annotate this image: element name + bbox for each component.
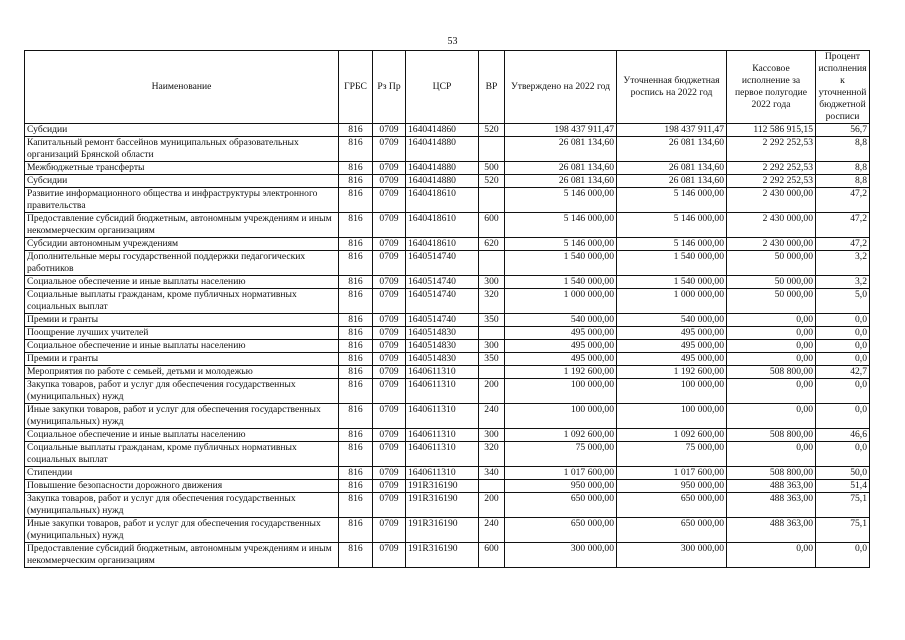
cell-name: Закупка товаров, работ и услуг для обеспечения государственных (муниципальных) нужд xyxy=(25,493,339,518)
cell-rzpr: 0709 xyxy=(373,276,406,289)
table-row xyxy=(25,379,870,404)
cell-rzpr: 0709 xyxy=(373,289,406,314)
cell-rzpr: 0709 xyxy=(373,379,406,404)
cell-grbs: 816 xyxy=(339,404,373,429)
header-refined: Уточненная бюджетная роспись на 2022 год xyxy=(617,51,727,124)
cell-name: Стипендии xyxy=(25,467,339,480)
cell-csr: 1640514740 xyxy=(406,276,479,289)
cell-name: Капитальный ремонт бассейнов муниципальных образовательных организаций Брянской области xyxy=(25,137,339,162)
cell-rzpr: 0709 xyxy=(373,124,406,137)
cell-name: Социальное обеспечение и иные выплаты населению xyxy=(25,340,339,353)
table-header-row xyxy=(25,51,870,124)
cell-rzpr: 0709 xyxy=(373,480,406,493)
cell-vr: 200 xyxy=(479,493,505,518)
cell-cash: 50 000,00 xyxy=(727,276,816,289)
cell-percent: 46,6 xyxy=(816,429,870,442)
cell-rzpr: 0709 xyxy=(373,137,406,162)
cell-csr: 1640611310 xyxy=(406,379,479,404)
cell-percent: 8,8 xyxy=(816,175,870,188)
cell-rzpr: 0709 xyxy=(373,251,406,276)
cell-rzpr: 0709 xyxy=(373,327,406,340)
cell-refined: 198 437 911,47 xyxy=(617,124,727,137)
cell-percent: 75,1 xyxy=(816,518,870,543)
cell-vr xyxy=(479,188,505,213)
cell-percent: 47,2 xyxy=(816,213,870,238)
cell-vr xyxy=(479,251,505,276)
cell-percent: 0,0 xyxy=(816,314,870,327)
cell-vr: 320 xyxy=(479,289,505,314)
table-row xyxy=(25,124,870,137)
cell-rzpr: 0709 xyxy=(373,188,406,213)
cell-name: Предоставление субсидий бюджетным, автономным учреждениям и иным некоммерческим организациям xyxy=(25,543,339,568)
cell-percent: 3,2 xyxy=(816,251,870,276)
cell-name: Предоставление субсидий бюджетным, автономным учреждениям и иным некоммерческим организациям xyxy=(25,213,339,238)
cell-refined: 495 000,00 xyxy=(617,353,727,366)
cell-refined: 1 092 600,00 xyxy=(617,429,727,442)
cell-name: Иные закупки товаров, работ и услуг для обеспечения государственных (муниципальных) нужд xyxy=(25,404,339,429)
table-row xyxy=(25,289,870,314)
cell-approved: 1 000 000,00 xyxy=(505,289,617,314)
cell-cash: 2 292 252,53 xyxy=(727,162,816,175)
cell-approved: 5 146 000,00 xyxy=(505,238,617,251)
cell-name: Дополнительные меры государственной поддержки педагогических работников xyxy=(25,251,339,276)
table-row xyxy=(25,213,870,238)
cell-cash: 50 000,00 xyxy=(727,289,816,314)
cell-cash: 0,00 xyxy=(727,314,816,327)
cell-csr: 1640418610 xyxy=(406,238,479,251)
cell-csr: 1640514740 xyxy=(406,251,479,276)
cell-percent: 0,0 xyxy=(816,379,870,404)
cell-csr: 191R316190 xyxy=(406,493,479,518)
cell-grbs: 816 xyxy=(339,442,373,467)
table-row xyxy=(25,175,870,188)
cell-vr xyxy=(479,366,505,379)
cell-csr: 1640611310 xyxy=(406,442,479,467)
table-row xyxy=(25,493,870,518)
cell-csr: 1640414880 xyxy=(406,175,479,188)
cell-grbs: 816 xyxy=(339,480,373,493)
table-row xyxy=(25,518,870,543)
cell-percent: 0,0 xyxy=(816,404,870,429)
cell-cash: 0,00 xyxy=(727,353,816,366)
cell-vr: 520 xyxy=(479,124,505,137)
cell-refined: 650 000,00 xyxy=(617,518,727,543)
cell-name: Субсидии xyxy=(25,175,339,188)
cell-cash: 0,00 xyxy=(727,379,816,404)
cell-refined: 650 000,00 xyxy=(617,493,727,518)
cell-vr: 350 xyxy=(479,314,505,327)
header-vr: ВР xyxy=(479,51,505,124)
cell-percent: 47,2 xyxy=(816,238,870,251)
cell-refined: 26 081 134,60 xyxy=(617,175,727,188)
cell-name: Развитие информационного общества и инфраструктуры электронного правительства xyxy=(25,188,339,213)
header-cash: Кассовое исполнение за первое полугодие 2022 года xyxy=(727,51,816,124)
cell-vr xyxy=(479,327,505,340)
cell-name: Социальные выплаты гражданам, кроме публичных нормативных социальных выплат xyxy=(25,442,339,467)
header-grbs: ГРБС xyxy=(339,51,373,124)
cell-rzpr: 0709 xyxy=(373,518,406,543)
cell-percent: 42,7 xyxy=(816,366,870,379)
cell-cash: 488 363,00 xyxy=(727,480,816,493)
cell-vr xyxy=(479,480,505,493)
table-row xyxy=(25,188,870,213)
cell-vr: 300 xyxy=(479,276,505,289)
cell-refined: 1 192 600,00 xyxy=(617,366,727,379)
table-row xyxy=(25,353,870,366)
cell-percent: 51,4 xyxy=(816,480,870,493)
cell-grbs: 816 xyxy=(339,188,373,213)
cell-vr: 320 xyxy=(479,442,505,467)
cell-name: Премии и гранты xyxy=(25,314,339,327)
table-row xyxy=(25,366,870,379)
cell-grbs: 816 xyxy=(339,238,373,251)
cell-cash: 0,00 xyxy=(727,442,816,467)
cell-approved: 1 540 000,00 xyxy=(505,276,617,289)
cell-csr: 1640418610 xyxy=(406,213,479,238)
cell-rzpr: 0709 xyxy=(373,366,406,379)
cell-rzpr: 0709 xyxy=(373,175,406,188)
cell-name: Поощрение лучших учителей xyxy=(25,327,339,340)
table-body xyxy=(25,124,870,568)
cell-grbs: 816 xyxy=(339,137,373,162)
cell-rzpr: 0709 xyxy=(373,314,406,327)
table-row xyxy=(25,404,870,429)
cell-rzpr: 0709 xyxy=(373,404,406,429)
cell-approved: 26 081 134,60 xyxy=(505,175,617,188)
cell-refined: 75 000,00 xyxy=(617,442,727,467)
table-row xyxy=(25,429,870,442)
cell-vr: 240 xyxy=(479,404,505,429)
cell-cash: 2 430 000,00 xyxy=(727,213,816,238)
cell-csr: 1640611310 xyxy=(406,429,479,442)
cell-refined: 495 000,00 xyxy=(617,340,727,353)
cell-csr: 1640611310 xyxy=(406,404,479,429)
cell-cash: 508 800,00 xyxy=(727,467,816,480)
cell-refined: 300 000,00 xyxy=(617,543,727,568)
cell-approved: 1 192 600,00 xyxy=(505,366,617,379)
table-row xyxy=(25,543,870,568)
cell-vr: 300 xyxy=(479,340,505,353)
cell-grbs: 816 xyxy=(339,124,373,137)
cell-grbs: 816 xyxy=(339,353,373,366)
cell-grbs: 816 xyxy=(339,366,373,379)
cell-grbs: 816 xyxy=(339,493,373,518)
cell-refined: 1 000 000,00 xyxy=(617,289,727,314)
cell-approved: 100 000,00 xyxy=(505,404,617,429)
cell-name: Субсидии xyxy=(25,124,339,137)
cell-approved: 300 000,00 xyxy=(505,543,617,568)
cell-rzpr: 0709 xyxy=(373,213,406,238)
cell-approved: 495 000,00 xyxy=(505,353,617,366)
cell-refined: 26 081 134,60 xyxy=(617,137,727,162)
cell-vr: 520 xyxy=(479,175,505,188)
cell-cash: 488 363,00 xyxy=(727,493,816,518)
cell-refined: 540 000,00 xyxy=(617,314,727,327)
cell-cash: 0,00 xyxy=(727,543,816,568)
cell-grbs: 816 xyxy=(339,340,373,353)
page-number: 53 xyxy=(447,36,458,47)
cell-rzpr: 0709 xyxy=(373,238,406,251)
cell-percent: 0,0 xyxy=(816,353,870,366)
cell-refined: 5 146 000,00 xyxy=(617,188,727,213)
cell-approved: 100 000,00 xyxy=(505,379,617,404)
cell-rzpr: 0709 xyxy=(373,467,406,480)
cell-csr: 191R316190 xyxy=(406,543,479,568)
cell-csr: 1640514740 xyxy=(406,289,479,314)
cell-cash: 112 586 915,15 xyxy=(727,124,816,137)
header-csr: ЦСР xyxy=(406,51,479,124)
cell-percent: 0,0 xyxy=(816,327,870,340)
cell-percent: 8,8 xyxy=(816,137,870,162)
cell-vr: 340 xyxy=(479,467,505,480)
cell-rzpr: 0709 xyxy=(373,340,406,353)
cell-csr: 1640414880 xyxy=(406,137,479,162)
cell-grbs: 816 xyxy=(339,175,373,188)
table-row xyxy=(25,340,870,353)
cell-name: Мероприятия по работе с семьей, детьми и молодежью xyxy=(25,366,339,379)
cell-approved: 495 000,00 xyxy=(505,340,617,353)
cell-percent: 0,0 xyxy=(816,543,870,568)
cell-grbs: 816 xyxy=(339,289,373,314)
cell-cash: 0,00 xyxy=(727,404,816,429)
cell-cash: 488 363,00 xyxy=(727,518,816,543)
header-name: Наименование xyxy=(25,51,339,124)
cell-csr: 1640514830 xyxy=(406,340,479,353)
cell-percent: 5,0 xyxy=(816,289,870,314)
cell-csr: 1640514830 xyxy=(406,327,479,340)
cell-approved: 650 000,00 xyxy=(505,518,617,543)
cell-approved: 1 540 000,00 xyxy=(505,251,617,276)
cell-grbs: 816 xyxy=(339,543,373,568)
cell-refined: 100 000,00 xyxy=(617,404,727,429)
cell-cash: 2 430 000,00 xyxy=(727,188,816,213)
cell-refined: 1 017 600,00 xyxy=(617,467,727,480)
cell-grbs: 816 xyxy=(339,314,373,327)
cell-refined: 1 540 000,00 xyxy=(617,251,727,276)
cell-cash: 2 430 000,00 xyxy=(727,238,816,251)
cell-cash: 2 292 252,53 xyxy=(727,137,816,162)
cell-name: Премии и гранты xyxy=(25,353,339,366)
header-approved: Утверждено на 2022 год xyxy=(505,51,617,124)
cell-name: Повышение безопасности дорожного движения xyxy=(25,480,339,493)
cell-csr: 1640514740 xyxy=(406,314,479,327)
cell-percent: 75,1 xyxy=(816,493,870,518)
cell-csr: 1640514830 xyxy=(406,353,479,366)
cell-rzpr: 0709 xyxy=(373,162,406,175)
cell-approved: 540 000,00 xyxy=(505,314,617,327)
cell-cash: 0,00 xyxy=(727,327,816,340)
table-row xyxy=(25,314,870,327)
cell-csr: 1640611310 xyxy=(406,366,479,379)
cell-approved: 75 000,00 xyxy=(505,442,617,467)
cell-name: Субсидии автономным учреждениям xyxy=(25,238,339,251)
cell-grbs: 816 xyxy=(339,467,373,480)
cell-cash: 508 800,00 xyxy=(727,429,816,442)
cell-csr: 1640414860 xyxy=(406,124,479,137)
cell-cash: 2 292 252,53 xyxy=(727,175,816,188)
cell-percent: 47,2 xyxy=(816,188,870,213)
cell-vr: 240 xyxy=(479,518,505,543)
cell-grbs: 816 xyxy=(339,162,373,175)
cell-grbs: 816 xyxy=(339,518,373,543)
cell-percent: 0,0 xyxy=(816,442,870,467)
cell-approved: 495 000,00 xyxy=(505,327,617,340)
cell-vr xyxy=(479,137,505,162)
cell-name: Иные закупки товаров, работ и услуг для обеспечения государственных (муниципальных) нужд xyxy=(25,518,339,543)
cell-refined: 5 146 000,00 xyxy=(617,213,727,238)
table-row xyxy=(25,137,870,162)
cell-cash: 50 000,00 xyxy=(727,251,816,276)
cell-csr: 191R316190 xyxy=(406,480,479,493)
cell-percent: 50,0 xyxy=(816,467,870,480)
cell-approved: 5 146 000,00 xyxy=(505,213,617,238)
cell-approved: 1 092 600,00 xyxy=(505,429,617,442)
table-row xyxy=(25,480,870,493)
cell-vr: 600 xyxy=(479,213,505,238)
cell-grbs: 816 xyxy=(339,251,373,276)
cell-cash: 0,00 xyxy=(727,340,816,353)
table-row xyxy=(25,276,870,289)
cell-cash: 508 800,00 xyxy=(727,366,816,379)
table-row xyxy=(25,467,870,480)
cell-refined: 5 146 000,00 xyxy=(617,238,727,251)
budget-execution-table xyxy=(24,50,870,568)
cell-rzpr: 0709 xyxy=(373,353,406,366)
cell-csr: 1640611310 xyxy=(406,467,479,480)
cell-csr: 191R316190 xyxy=(406,518,479,543)
cell-name: Социальное обеспечение и иные выплаты населению xyxy=(25,276,339,289)
table-row xyxy=(25,327,870,340)
cell-refined: 26 081 134,60 xyxy=(617,162,727,175)
cell-rzpr: 0709 xyxy=(373,493,406,518)
cell-approved: 950 000,00 xyxy=(505,480,617,493)
cell-grbs: 816 xyxy=(339,429,373,442)
header-percent: Процент исполнения к уточненной бюджетной росписи xyxy=(816,51,870,124)
cell-refined: 495 000,00 xyxy=(617,327,727,340)
cell-percent: 8,8 xyxy=(816,162,870,175)
cell-percent: 3,2 xyxy=(816,276,870,289)
cell-approved: 26 081 134,60 xyxy=(505,137,617,162)
cell-approved: 26 081 134,60 xyxy=(505,162,617,175)
cell-approved: 5 146 000,00 xyxy=(505,188,617,213)
cell-rzpr: 0709 xyxy=(373,442,406,467)
table-row xyxy=(25,442,870,467)
cell-refined: 950 000,00 xyxy=(617,480,727,493)
cell-vr: 200 xyxy=(479,379,505,404)
cell-csr: 1640418610 xyxy=(406,188,479,213)
cell-rzpr: 0709 xyxy=(373,543,406,568)
cell-rzpr: 0709 xyxy=(373,429,406,442)
cell-approved: 1 017 600,00 xyxy=(505,467,617,480)
cell-refined: 1 540 000,00 xyxy=(617,276,727,289)
cell-percent: 56,7 xyxy=(816,124,870,137)
cell-vr: 600 xyxy=(479,543,505,568)
cell-grbs: 816 xyxy=(339,327,373,340)
cell-vr: 620 xyxy=(479,238,505,251)
header-rzpr: Рз Пр xyxy=(373,51,406,124)
table-row xyxy=(25,238,870,251)
cell-csr: 1640414880 xyxy=(406,162,479,175)
cell-grbs: 816 xyxy=(339,379,373,404)
cell-refined: 100 000,00 xyxy=(617,379,727,404)
cell-name: Социальное обеспечение и иные выплаты населению xyxy=(25,429,339,442)
cell-vr: 500 xyxy=(479,162,505,175)
cell-percent: 0,0 xyxy=(816,340,870,353)
table-row xyxy=(25,251,870,276)
cell-vr: 350 xyxy=(479,353,505,366)
cell-name: Межбюджетные трансферты xyxy=(25,162,339,175)
cell-grbs: 816 xyxy=(339,276,373,289)
cell-approved: 650 000,00 xyxy=(505,493,617,518)
cell-name: Закупка товаров, работ и услуг для обеспечения государственных (муниципальных) нужд xyxy=(25,379,339,404)
cell-vr: 300 xyxy=(479,429,505,442)
table-row xyxy=(25,162,870,175)
cell-approved: 198 437 911,47 xyxy=(505,124,617,137)
cell-name: Социальные выплаты гражданам, кроме публичных нормативных социальных выплат xyxy=(25,289,339,314)
cell-grbs: 816 xyxy=(339,213,373,238)
